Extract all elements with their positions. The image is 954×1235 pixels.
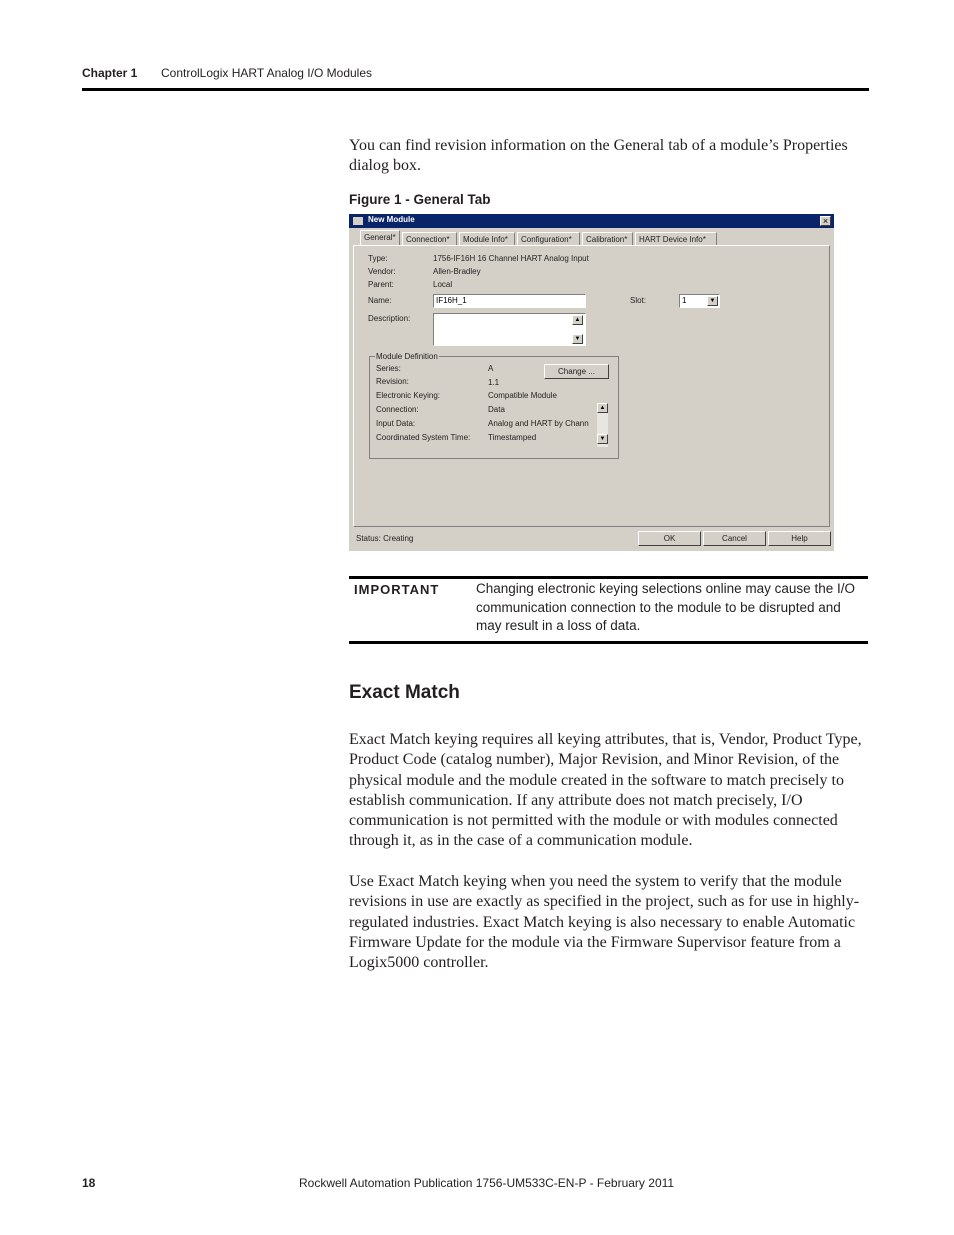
tab-module-info[interactable]: Module Info* — [459, 232, 515, 245]
window-icon — [353, 217, 363, 225]
important-text: Changing electronic keying selections online may cause the I/O communication connection to the module to be disrupted and may result in a loss of data. — [476, 581, 855, 633]
page-number: 18 — [82, 1176, 96, 1190]
figure-caption: Figure 1 - General Tab — [349, 192, 491, 207]
cancel-button[interactable]: Cancel — [703, 531, 766, 546]
tab-general[interactable]: General* — [360, 230, 400, 246]
input-data-value: Analog and HART by Chann — [488, 419, 589, 428]
name-input[interactable]: IF16H_1 — [433, 294, 586, 308]
tab-configuration[interactable]: Configuration* — [517, 232, 580, 245]
vendor-label: Vendor: — [368, 267, 396, 276]
module-definition-title: Module Definition — [376, 352, 438, 361]
tab-calibration[interactable]: Calibration* — [582, 232, 633, 245]
description-label: Description: — [368, 314, 411, 323]
new-module-dialog — [349, 214, 834, 551]
chapter-label: Chapter 1 — [82, 66, 138, 80]
important-label: IMPORTANT — [354, 582, 440, 597]
connection-label: Connection: — [376, 405, 419, 414]
ok-button[interactable]: OK — [638, 531, 701, 546]
parent-value: Local — [433, 280, 453, 289]
exact-match-paragraph-2: Use Exact Match keying when you need the system to verify that the module revisions in use are exactly as specified in the project, such as for use in highly-regulated industries. Exact Match keying is also necessary to enable Automatic Firmware Update for the module via the Firmware Supervisor feature from a Logix5000 controller. — [349, 873, 860, 972]
dialog-titlebar — [349, 214, 834, 228]
header-title: ControlLogix HART Analog I/O Modules — [161, 66, 373, 80]
connection-value: Data — [488, 405, 505, 414]
status-text: Status: Creating — [356, 534, 414, 543]
revision-value: 1.1 — [488, 378, 500, 387]
definition-scroll-down-icon[interactable]: ▼ — [597, 434, 608, 444]
important-top-rule — [349, 576, 868, 579]
coordinated-system-time-label: Coordinated System Time: — [376, 433, 471, 442]
header-rule — [82, 88, 869, 91]
slot-label: Slot: — [630, 296, 647, 305]
input-data-label: Input Data: — [376, 419, 416, 428]
scroll-down-icon[interactable]: ▼ — [572, 334, 583, 344]
name-label: Name: — [368, 296, 392, 305]
slot-value: 1 — [682, 296, 687, 305]
definition-scroll-up-icon[interactable]: ▲ — [597, 403, 608, 413]
tab-hart-device-info[interactable]: HART Device Info* — [635, 232, 717, 245]
close-icon[interactable]: × — [820, 216, 831, 226]
series-value: A — [488, 364, 494, 373]
series-label: Series: — [376, 364, 401, 373]
revision-label: Revision: — [376, 377, 409, 386]
help-button[interactable]: Help — [768, 531, 831, 546]
electronic-keying-value: Compatible Module — [488, 391, 557, 400]
type-label: Type: — [368, 254, 388, 263]
type-value: 1756-IF16H 16 Channel HART Analog Input — [433, 254, 589, 263]
slot-dropdown-icon[interactable]: ▼ — [707, 296, 718, 306]
important-bottom-rule — [349, 641, 868, 644]
vendor-value: Allen-Bradley — [433, 267, 481, 276]
exact-match-paragraph-1: Exact Match keying requires all keying attributes, that is, Vendor, Product Type, Product Code (catalog number), Major Revision, and Minor Revision, of the physical module and the module created in the software to match precisely to establish communication. If any attribute does not match precisely, I/O communication is not permitted with the module or with modules connected through it, as in the case of a communication module. — [349, 731, 862, 850]
publication-info: Rockwell Automation Publication 1756-UM533C-EN-P - February 2011 — [299, 1176, 675, 1190]
dialog-title: New Module — [368, 215, 415, 224]
section-heading: Exact Match — [349, 682, 460, 703]
change-button[interactable]: Change ... — [544, 364, 609, 379]
tab-connection[interactable]: Connection* — [402, 232, 457, 245]
intro-paragraph: You can find revision information on the General tab of a module’s Properties dialog box. — [349, 137, 848, 175]
description-textarea[interactable] — [433, 313, 586, 346]
electronic-keying-label: Electronic Keying: — [376, 391, 441, 400]
scroll-up-icon[interactable]: ▲ — [572, 315, 583, 325]
parent-label: Parent: — [368, 280, 394, 289]
coordinated-system-time-value: Timestamped — [488, 433, 537, 442]
